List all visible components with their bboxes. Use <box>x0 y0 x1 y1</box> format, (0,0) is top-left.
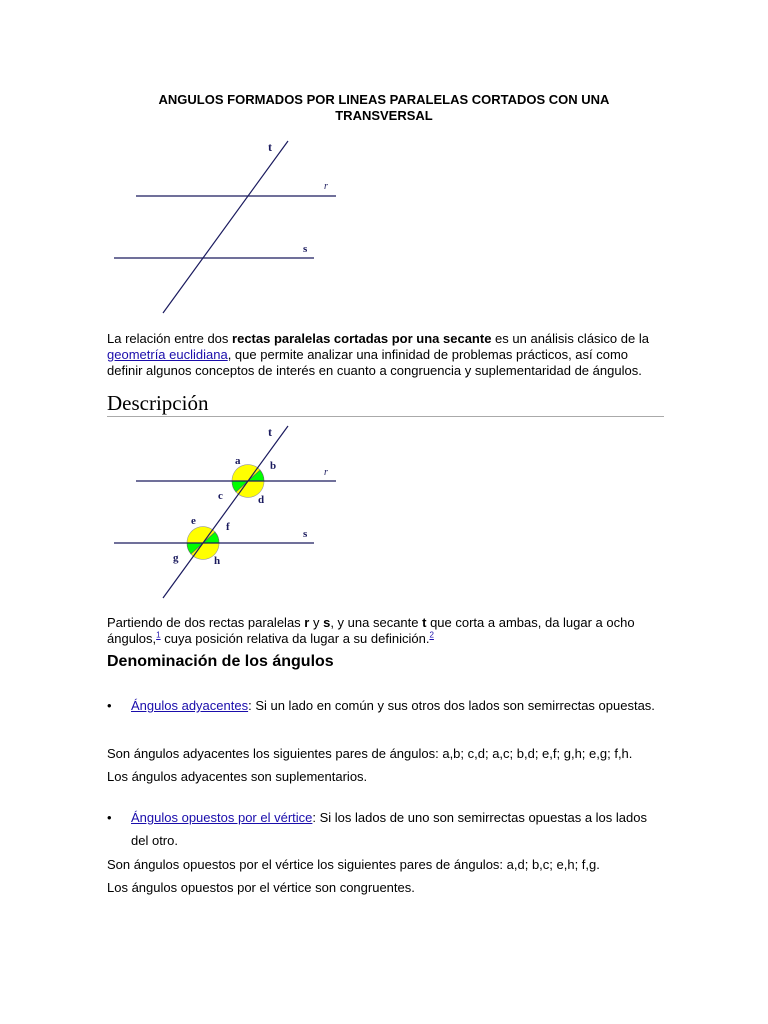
label-t: t <box>268 425 272 439</box>
adyacentes-note: Los ángulos adyacentes son suplementarios. <box>107 769 368 784</box>
opuestos-pairs: Son ángulos opuestos por el vértice los siguientes pares de ángulos: a,d; b,c; e,h; f,g. <box>107 857 600 872</box>
angle-label-d: d <box>258 494 265 506</box>
angle-label-c: c <box>218 490 223 502</box>
angle-label-f: f <box>226 521 230 533</box>
link-angulos-opuestos[interactable]: Ángulos opuestos por el vértice <box>131 810 313 825</box>
bullet-icon: • <box>107 698 112 713</box>
angle-label-b: b <box>270 460 277 472</box>
adyacentes-pairs: Son ángulos adyacentes los siguientes pares de ángulos: a,b; c,d; a,c; b,d; e,f; g,h; e,g; f,h. <box>107 746 633 761</box>
angle-label-h: h <box>214 555 221 567</box>
link-geometria-euclidiana[interactable]: geometría euclidiana <box>107 347 228 362</box>
parallel-lines-figure <box>108 135 348 320</box>
angle-label-e: e <box>191 515 196 527</box>
reference-2-link[interactable]: 2 <box>429 630 434 640</box>
bullet-icon: • <box>107 810 112 825</box>
subheading-denominacion: Denominación de los ángulos <box>107 653 334 670</box>
reference-1-link[interactable]: 1 <box>156 630 161 640</box>
description-paragraph: Partiendo de dos rectas paralelas r y s, y una secante t que corta a ambas, da lugar a ocho ángulos,$^1$ cuya posición relativa da lugar a su definición.$^2$ <box>107 615 635 646</box>
angles-figure <box>108 420 348 600</box>
label-t: t <box>268 140 272 154</box>
intro-bold: rectas paralelas cortadas por una secante <box>232 331 492 346</box>
list-item-adyacentes: • Ángulos adyacentes: Si un lado en común y sus otros dos lados son semirrectas opuestas. <box>107 694 667 717</box>
line-t <box>163 141 288 313</box>
page-title: ANGULOS FORMADOS POR LINEAS PARALELAS CORTADOS CON UNA TRANSVERSAL <box>158 92 610 123</box>
list-item-opuestos: • Ángulos opuestos por el vértice: Si los lados de uno son semirrectas opuestas a los lados del otro. <box>107 806 667 852</box>
angle-label-g: g <box>173 552 179 564</box>
label-r: r <box>324 467 328 478</box>
label-r: r <box>324 181 328 192</box>
line-t <box>163 426 288 598</box>
link-angulos-adyacentes[interactable]: Ángulos adyacentes <box>131 698 249 713</box>
angle-label-a: a <box>235 455 241 467</box>
label-s: s <box>303 528 308 540</box>
label-s: s <box>303 243 308 255</box>
opuestos-note: Los ángulos opuestos por el vértice son congruentes. <box>107 880 415 895</box>
section-heading-descripcion: Descripción <box>107 390 664 417</box>
intro-paragraph: La relación entre dos rectas paralelas cortadas por una secante es un análisis clásico de la geometría euclidiana, que permite analizar una infinidad de problemas prácticos, así como definir algunos conceptos de interés en cuanto a congruencia y suplementaridad de ángulos. <box>107 331 649 378</box>
